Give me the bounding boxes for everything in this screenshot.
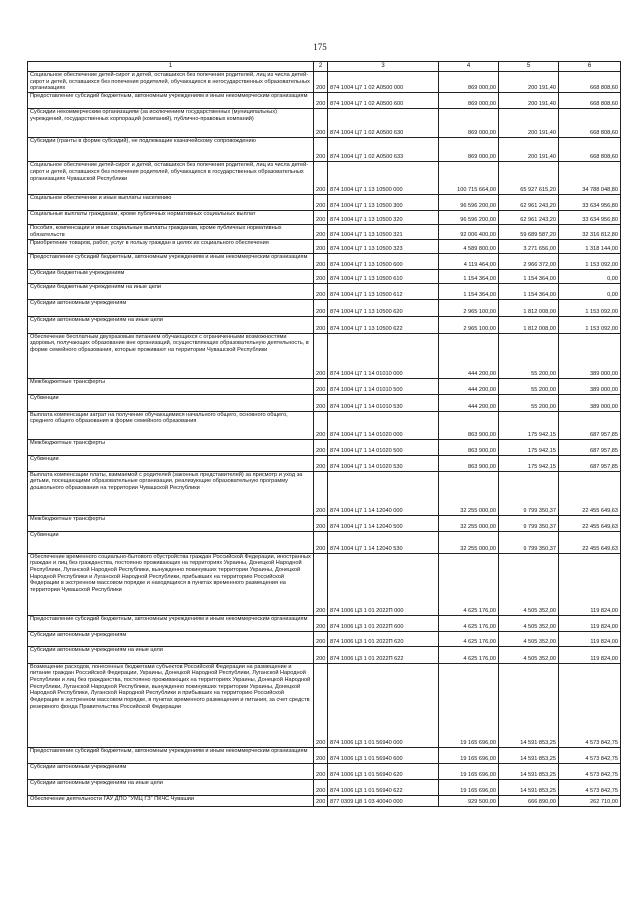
- table-row: [28, 439, 621, 455]
- table-row: [28, 763, 621, 779]
- row-approved-amount: 4 625 176,00: [439, 615, 499, 631]
- table-row: [28, 378, 621, 394]
- header-cell: 4: [439, 62, 499, 72]
- row-line-code: 200: [314, 225, 328, 239]
- row-name: Предоставление субсидий бюджетным, автономным учреждениям и иным некоммерческим организациям: [28, 253, 314, 269]
- row-approved-amount: 32 255 000,00: [439, 471, 499, 515]
- row-approved-amount: 1 154 364,00: [439, 269, 499, 283]
- row-budget-code: 874 1006 Ц3 1 01 56940 622: [328, 779, 439, 795]
- row-executed-amount: 1 154 364,00: [499, 269, 559, 283]
- row-budget-code: 874 1006 Ц3 1 01 56940 620: [328, 763, 439, 779]
- row-line-code: 200: [314, 455, 328, 471]
- row-approved-amount: 32 255 000,00: [439, 531, 499, 553]
- table-row: [28, 239, 621, 253]
- header-cell: 3: [328, 62, 439, 72]
- row-executed-amount: 62 961 243,20: [499, 195, 559, 211]
- row-budget-code: 874 1004 Ц7 1 14 01010 530: [328, 394, 439, 411]
- row-line-code: 200: [314, 195, 328, 211]
- table-row: [28, 795, 621, 806]
- row-line-code: 200: [314, 316, 328, 333]
- row-executed-amount: 1 154 364,00: [499, 283, 559, 299]
- table-row: [28, 253, 621, 269]
- table-row: [28, 779, 621, 795]
- row-budget-code: 874 1004 Ц7 1 13 10500 600: [328, 253, 439, 269]
- row-line-code: 200: [314, 138, 328, 162]
- row-executed-amount: 200 191,40: [499, 72, 559, 93]
- row-budget-code: 874 1004 Ц7 1 02 А0500 000: [328, 72, 439, 93]
- table-row: [28, 299, 621, 316]
- row-name: Социальное обеспечение детей-сирот и детей, оставшихся без попечения родителей, лиц из числа детей-сирот и детей, оставшихся без попечения родителей, обучающихся в государственных образовательных организациях Чувашской Республики: [28, 162, 314, 195]
- table-row: [28, 138, 621, 162]
- row-unexecuted-amount: 389 000,00: [559, 394, 621, 411]
- table-row: [28, 109, 621, 138]
- row-approved-amount: 863 900,00: [439, 411, 499, 439]
- row-budget-code: 874 1006 Ц3 1 01 2022П 000: [328, 553, 439, 615]
- row-unexecuted-amount: 32 316 812,80: [559, 225, 621, 239]
- row-line-code: 200: [314, 515, 328, 531]
- row-name: Выплата компенсации затрат на получение обучающимися начального общего, основного общего, среднего общего образования в форме семейного образования: [28, 411, 314, 439]
- row-name: Обеспечение бесплатным двухразовым питанием обучающихся с ограниченными возможностями здоровья, получающих образование вне организаций, осуществляющих образовательную деятельность, в форме семейного образования, которые проживают на территории Чувашской Республики: [28, 333, 314, 378]
- row-approved-amount: 444 200,00: [439, 394, 499, 411]
- row-approved-amount: 863 900,00: [439, 455, 499, 471]
- row-executed-amount: 175 942,15: [499, 455, 559, 471]
- row-line-code: 200: [314, 663, 328, 747]
- table-row: [28, 747, 621, 763]
- header-cell: 6: [559, 62, 621, 72]
- table-row: [28, 531, 621, 553]
- table-row: [28, 646, 621, 663]
- row-line-code: 200: [314, 439, 328, 455]
- row-executed-amount: 55 200,00: [499, 394, 559, 411]
- row-budget-code: 874 1004 Ц7 1 13 10500 321: [328, 225, 439, 239]
- row-name: Субсидии (гранты в форме субсидий), не подлежащие казначейскому сопровождению: [28, 138, 314, 162]
- row-unexecuted-amount: 389 000,00: [559, 333, 621, 378]
- row-line-code: 200: [314, 253, 328, 269]
- row-executed-amount: 1 812 008,00: [499, 316, 559, 333]
- row-unexecuted-amount: 34 788 048,80: [559, 162, 621, 195]
- row-name: Социальное обеспечение и иные выплаты населению: [28, 195, 314, 211]
- row-executed-amount: 9 799 350,37: [499, 531, 559, 553]
- header-cell: 2: [314, 62, 328, 72]
- row-line-code: 200: [314, 394, 328, 411]
- table-row: [28, 211, 621, 225]
- header-cell: 5: [499, 62, 559, 72]
- header-cell: 1: [28, 62, 314, 72]
- row-approved-amount: 19 165 696,00: [439, 747, 499, 763]
- table-row: [28, 615, 621, 631]
- row-unexecuted-amount: 262 710,00: [559, 795, 621, 806]
- row-line-code: 200: [314, 471, 328, 515]
- row-unexecuted-amount: 687 957,85: [559, 455, 621, 471]
- row-executed-amount: 62 961 243,20: [499, 211, 559, 225]
- row-approved-amount: 92 006 400,00: [439, 225, 499, 239]
- row-line-code: 200: [314, 763, 328, 779]
- row-executed-amount: 175 942,15: [499, 439, 559, 455]
- row-name: Субсидии автономным учреждениям: [28, 631, 314, 646]
- table-row: [28, 553, 621, 615]
- row-budget-code: 874 1004 Ц7 1 14 12040 000: [328, 471, 439, 515]
- row-name: Предоставление субсидий бюджетным, автономным учреждениям и иным некоммерческим организациям: [28, 747, 314, 763]
- row-line-code: 200: [314, 615, 328, 631]
- row-unexecuted-amount: 668 808,60: [559, 72, 621, 93]
- table-header-row: [28, 62, 621, 72]
- row-executed-amount: 200 191,40: [499, 93, 559, 109]
- row-line-code: 200: [314, 747, 328, 763]
- row-executed-amount: 14 591 853,25: [499, 763, 559, 779]
- row-executed-amount: 14 591 853,25: [499, 747, 559, 763]
- row-unexecuted-amount: 389 000,00: [559, 378, 621, 394]
- row-unexecuted-amount: 668 808,60: [559, 138, 621, 162]
- row-line-code: 200: [314, 211, 328, 225]
- row-line-code: 200: [314, 378, 328, 394]
- row-executed-amount: 200 191,40: [499, 109, 559, 138]
- row-approved-amount: 4 625 176,00: [439, 631, 499, 646]
- row-unexecuted-amount: 4 573 842,75: [559, 663, 621, 747]
- row-budget-code: 874 1004 Ц7 1 14 01020 000: [328, 411, 439, 439]
- row-budget-code: 874 1004 Ц7 1 14 01010 500: [328, 378, 439, 394]
- row-budget-code: 874 1004 Ц7 1 13 10500 323: [328, 239, 439, 253]
- row-name: Выплата компенсации платы, взимаемой с родителей (законных представителей) за присмотр и уход за детьми, посещающими образовательные организации, реализующие образовательную программу дошкольного образования на территории Чувашской Республики: [28, 471, 314, 515]
- row-name: Субсидии бюджетным учреждениям: [28, 269, 314, 283]
- row-approved-amount: 19 165 696,00: [439, 779, 499, 795]
- row-approved-amount: 19 165 696,00: [439, 763, 499, 779]
- row-unexecuted-amount: 1 153 092,00: [559, 316, 621, 333]
- row-line-code: 200: [314, 553, 328, 615]
- table-row: [28, 283, 621, 299]
- row-line-code: 200: [314, 795, 328, 806]
- row-budget-code: 874 1004 Ц7 1 13 10500 620: [328, 299, 439, 316]
- row-line-code: 200: [314, 269, 328, 283]
- budget-table: [27, 61, 621, 807]
- row-name: Субвенции: [28, 531, 314, 553]
- row-name: Субсидии автономным учреждениям на иные цели: [28, 779, 314, 795]
- row-approved-amount: 869 000,00: [439, 72, 499, 93]
- table-row: [28, 411, 621, 439]
- row-approved-amount: 444 200,00: [439, 378, 499, 394]
- row-unexecuted-amount: 119 824,00: [559, 615, 621, 631]
- row-name: Обеспечение деятельности ГАУ ДПО "УМЦ ГЗ" ПКЧС Чувашии: [28, 795, 314, 806]
- row-executed-amount: 4 505 352,00: [499, 615, 559, 631]
- row-budget-code: 874 1004 Ц7 1 13 10500 612: [328, 283, 439, 299]
- table-row: [28, 72, 621, 93]
- row-executed-amount: 2 966 372,00: [499, 253, 559, 269]
- row-budget-code: 874 1006 Ц3 1 01 2022П 620: [328, 631, 439, 646]
- row-approved-amount: 96 596 200,00: [439, 195, 499, 211]
- row-approved-amount: 2 965 100,00: [439, 299, 499, 316]
- row-budget-code: 874 1004 Ц7 1 13 10500 610: [328, 269, 439, 283]
- row-unexecuted-amount: 33 634 956,80: [559, 211, 621, 225]
- page-number: 175: [313, 42, 327, 52]
- row-executed-amount: 175 942,15: [499, 411, 559, 439]
- row-budget-code: 874 1004 Ц7 1 14 12040 500: [328, 515, 439, 531]
- row-line-code: 200: [314, 239, 328, 253]
- row-unexecuted-amount: 4 573 842,75: [559, 763, 621, 779]
- table-row: [28, 663, 621, 747]
- row-budget-code: 874 1004 Ц7 1 14 01020 530: [328, 455, 439, 471]
- row-executed-amount: 4 505 352,00: [499, 631, 559, 646]
- row-unexecuted-amount: 1 318 144,00: [559, 239, 621, 253]
- row-line-code: 200: [314, 779, 328, 795]
- row-line-code: 200: [314, 109, 328, 138]
- row-name: Возмещение расходов, понесенных бюджетами субъектов Российской Федерации на размещение и питание граждан Российской Федерации, Украины, Донецкой Народной Республики, Луганской Народной Республики и лиц без гражданства, постоянно проживающих на территориях Украины, Донецкой Народной Республики, Луганской Народной Республики, вынужденно покинувших территории Украины, Донецкой Народной Республики, Луганской Народной Республики и прибывших на территорию Российской Федерации в экстренном массовом порядке, в пунктах временного размещения и питания, за счет средств резервного фонда Правительства Российской Федерации: [28, 663, 314, 747]
- row-budget-code: 874 1004 Ц7 1 02 А0500 600: [328, 93, 439, 109]
- row-budget-code: 874 1004 Ц7 1 02 А0500 630: [328, 109, 439, 138]
- row-line-code: 200: [314, 333, 328, 378]
- row-name: Приобретение товаров, работ, услуг в пользу граждан в целях их социального обеспечения: [28, 239, 314, 253]
- row-line-code: 200: [314, 299, 328, 316]
- row-unexecuted-amount: 119 824,00: [559, 553, 621, 615]
- row-executed-amount: 55 200,00: [499, 378, 559, 394]
- table-row: [28, 455, 621, 471]
- row-approved-amount: 929 500,00: [439, 795, 499, 806]
- row-executed-amount: 4 505 352,00: [499, 553, 559, 615]
- row-unexecuted-amount: 33 634 956,80: [559, 195, 621, 211]
- row-name: Субвенции: [28, 394, 314, 411]
- row-unexecuted-amount: 22 455 649,63: [559, 471, 621, 515]
- row-name: Социальное обеспечение детей-сирот и детей, оставшихся без попечения родителей, лиц из числа детей-сирот и детей, оставшихся без попечения родителей, обучающихся в негосударственных образовательных организациях: [28, 72, 314, 93]
- row-budget-code: 874 1004 Ц7 1 13 10500 320: [328, 211, 439, 225]
- row-approved-amount: 869 000,00: [439, 93, 499, 109]
- row-executed-amount: 9 799 350,37: [499, 471, 559, 515]
- row-approved-amount: 869 000,00: [439, 138, 499, 162]
- row-budget-code: 874 1006 Ц3 1 01 56940 000: [328, 663, 439, 747]
- row-executed-amount: 200 191,40: [499, 138, 559, 162]
- row-line-code: 200: [314, 646, 328, 663]
- row-unexecuted-amount: 4 573 842,75: [559, 779, 621, 795]
- row-executed-amount: 65 927 615,20: [499, 162, 559, 195]
- row-executed-amount: 14 591 853,25: [499, 779, 559, 795]
- table-row: [28, 225, 621, 239]
- row-name: Субсидии автономным учреждениям: [28, 763, 314, 779]
- row-name: Социальные выплаты гражданам, кроме публичных нормативных социальных выплат: [28, 211, 314, 225]
- row-name: Субсидии автономным учреждениям на иные цели: [28, 646, 314, 663]
- row-executed-amount: 55 200,00: [499, 333, 559, 378]
- table-row: [28, 316, 621, 333]
- row-line-code: 200: [314, 631, 328, 646]
- row-approved-amount: 863 900,00: [439, 439, 499, 455]
- row-unexecuted-amount: 22 455 649,63: [559, 531, 621, 553]
- table-row: [28, 162, 621, 195]
- row-approved-amount: 96 596 200,00: [439, 211, 499, 225]
- row-line-code: 200: [314, 93, 328, 109]
- row-line-code: 200: [314, 283, 328, 299]
- row-name: Субсидии автономным учреждениям на иные цели: [28, 316, 314, 333]
- row-executed-amount: 1 812 008,00: [499, 299, 559, 316]
- row-name: Субсидии автономным учреждениям: [28, 299, 314, 316]
- row-budget-code: 874 1004 Ц7 1 13 10500 000: [328, 162, 439, 195]
- row-budget-code: 874 1006 Ц3 1 01 2022П 622: [328, 646, 439, 663]
- row-approved-amount: 100 715 664,00: [439, 162, 499, 195]
- row-unexecuted-amount: 1 153 092,00: [559, 253, 621, 269]
- table-row: [28, 394, 621, 411]
- row-line-code: 200: [314, 162, 328, 195]
- row-approved-amount: 444 200,00: [439, 333, 499, 378]
- row-budget-code: 877 0309 Ц8 1 03 40040 000: [328, 795, 439, 806]
- row-unexecuted-amount: 0,00: [559, 283, 621, 299]
- table-row: [28, 333, 621, 378]
- row-executed-amount: 4 505 352,00: [499, 646, 559, 663]
- row-executed-amount: 666 890,00: [499, 795, 559, 806]
- row-name: Межбюджетные трансферты: [28, 378, 314, 394]
- row-name: Предоставление субсидий бюджетным, автономным учреждениям и иным некоммерческим организациям: [28, 615, 314, 631]
- row-budget-code: 874 1004 Ц7 1 02 А0500 633: [328, 138, 439, 162]
- table-row: [28, 93, 621, 109]
- table-row: [28, 515, 621, 531]
- row-budget-code: 874 1004 Ц7 1 14 01020 500: [328, 439, 439, 455]
- row-name: Межбюджетные трансферты: [28, 439, 314, 455]
- row-approved-amount: 19 165 696,00: [439, 663, 499, 747]
- row-unexecuted-amount: 668 808,60: [559, 93, 621, 109]
- row-approved-amount: 2 965 100,00: [439, 316, 499, 333]
- row-approved-amount: 4 625 176,00: [439, 646, 499, 663]
- row-unexecuted-amount: 1 153 092,00: [559, 299, 621, 316]
- row-name: Межбюджетные трансферты: [28, 515, 314, 531]
- row-budget-code: 874 1004 Ц7 1 13 10500 300: [328, 195, 439, 211]
- table-row: [28, 631, 621, 646]
- row-unexecuted-amount: 119 824,00: [559, 646, 621, 663]
- row-unexecuted-amount: 668 808,60: [559, 109, 621, 138]
- row-name: Субвенции: [28, 455, 314, 471]
- row-budget-code: 874 1004 Ц7 1 14 01010 000: [328, 333, 439, 378]
- row-budget-code: 874 1004 Ц7 1 14 12040 530: [328, 531, 439, 553]
- row-budget-code: 874 1006 Ц3 1 01 56940 600: [328, 747, 439, 763]
- row-name: Пособия, компенсации и иные социальные выплаты гражданам, кроме публичных нормативных обязательств: [28, 225, 314, 239]
- row-executed-amount: 59 689 587,20: [499, 225, 559, 239]
- row-unexecuted-amount: 0,00: [559, 269, 621, 283]
- row-unexecuted-amount: 4 573 842,75: [559, 747, 621, 763]
- row-name: Обеспечение временного социально-бытового обустройства граждан Российской Федерации, иностранных граждан и лиц без гражданства, постоянно проживающих на территориях Украины, Донецкой Народной Республики, Луганской Народной Республики, вынужденно покинувших территории Украины, Донецкой Народной Республики и Луганской Народной Республики, прибывших на территорию Российской Федерации в экстренном массовом порядке и находящихся в пунктах временного размещения на территории Чувашской Республики: [28, 553, 314, 615]
- row-executed-amount: 14 591 853,25: [499, 663, 559, 747]
- row-line-code: 200: [314, 411, 328, 439]
- row-unexecuted-amount: 22 455 649,63: [559, 515, 621, 531]
- row-executed-amount: 3 271 656,00: [499, 239, 559, 253]
- row-approved-amount: 4 119 464,00: [439, 253, 499, 269]
- row-unexecuted-amount: 687 957,85: [559, 411, 621, 439]
- row-budget-code: 874 1004 Ц7 1 13 10500 622: [328, 316, 439, 333]
- row-approved-amount: 4 625 176,00: [439, 553, 499, 615]
- row-line-code: 200: [314, 531, 328, 553]
- row-unexecuted-amount: 687 957,85: [559, 439, 621, 455]
- row-approved-amount: 4 589 800,00: [439, 239, 499, 253]
- row-line-code: 200: [314, 72, 328, 93]
- row-approved-amount: 1 154 364,00: [439, 283, 499, 299]
- row-name: Предоставление субсидий бюджетным, автономным учреждениям и иным некоммерческим организациям: [28, 93, 314, 109]
- row-executed-amount: 9 799 350,37: [499, 515, 559, 531]
- row-approved-amount: 32 255 000,00: [439, 515, 499, 531]
- row-budget-code: 874 1006 Ц3 1 01 2022П 600: [328, 615, 439, 631]
- row-name: Субсидии некоммерческим организациям (за исключением государственных (муниципальных) учреждений, государственных корпораций (компаний), публично-правовых компаний): [28, 109, 314, 138]
- table-row: [28, 195, 621, 211]
- table-row: [28, 471, 621, 515]
- row-name: Субсидии бюджетным учреждениям на иные цели: [28, 283, 314, 299]
- table-row: [28, 269, 621, 283]
- row-approved-amount: 869 000,00: [439, 109, 499, 138]
- row-unexecuted-amount: 119 824,00: [559, 631, 621, 646]
